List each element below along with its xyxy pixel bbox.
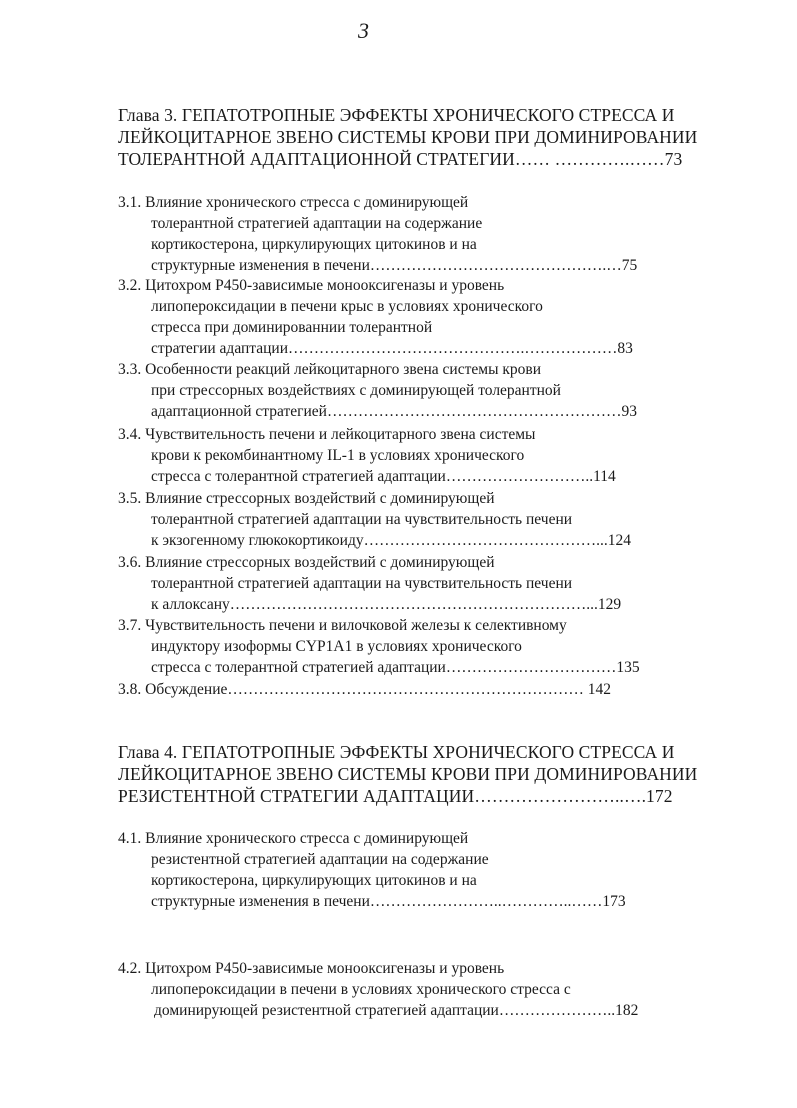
- toc-entry-3-8: [118, 679, 748, 700]
- toc-entry-3-4: [118, 424, 748, 487]
- toc-line: 3.2. Цитохром Р450-зависимые монооксигеназы и уровень: [118, 277, 505, 294]
- toc-line: структурные изменения в печени……………………………………….…75: [151, 257, 638, 274]
- chapter-4-heading-line: РЕЗИСТЕНТНОЙ СТРАТЕГИИ АДАПТАЦИИ……………………..….172: [118, 786, 673, 806]
- toc-entry-3-6: [118, 552, 748, 615]
- chapter-3-heading-line: ТОЛЕРАНТНОЙ АДАПТАЦИОННОЙ СТРАТЕГИИ…… ………….……73: [118, 149, 683, 169]
- toc-line: 4.1. Влияние хронического стресса с доминирующей: [118, 830, 469, 847]
- chapter-3-heading: [118, 104, 748, 170]
- toc-entry-4-2: [118, 958, 748, 1021]
- toc-entry-3-3: [118, 359, 748, 422]
- toc-line: адаптационной стратегией…………………………………………………93: [151, 403, 637, 420]
- chapter-3-heading-line: ЛЕЙКОЦИТАРНОЕ ЗВЕНО СИСТЕМЫ КРОВИ ПРИ ДОМИНИРОВАНИИ: [118, 127, 698, 147]
- toc-line: к экзогенному глюкокортикоиду………………………………………...124: [151, 532, 631, 549]
- toc-line: толерантной стратегией адаптации на содержание: [151, 215, 483, 232]
- toc-line: 4.2. Цитохром Р450-зависимые монооксигеназы и уровень: [118, 960, 505, 977]
- toc-line: 3.5. Влияние стрессорных воздействий с доминирующей: [118, 490, 495, 507]
- toc-line: структурные изменения в печени……………………..…………..……173: [151, 893, 626, 910]
- toc-line: липопероксидации в печени крыс в условиях хронического: [151, 298, 543, 315]
- toc-entry-3-7: [118, 615, 748, 678]
- toc-line: крови к рекомбинантному IL-1 в условиях хронического: [151, 447, 525, 464]
- toc-line: 3.3. Особенности реакций лейкоцитарного звена системы крови: [118, 361, 542, 378]
- toc-line: толерантной стратегией адаптации на чувствительность печени: [151, 511, 573, 528]
- toc-line: кортикостерона, циркулирующих цитокинов и на: [151, 236, 477, 253]
- toc-line: толерантной стратегией адаптации на чувствительность печени: [151, 575, 573, 592]
- toc-line: 3.7. Чувствительность печени и вилочковой железы к селективному: [118, 617, 567, 634]
- chapter-4-heading: [118, 741, 748, 807]
- toc-line: 3.1. Влияние хронического стресса с доминирующей: [118, 194, 469, 211]
- toc-entry-3-5: [118, 488, 748, 551]
- toc-line: кортикостерона, циркулирующих цитокинов и на: [151, 872, 477, 889]
- page-number: 3: [358, 18, 369, 43]
- chapter-3-heading-line: Глава 3. ГЕПАТОТРОПНЫЕ ЭФФЕКТЫ ХРОНИЧЕСКОГО СТРЕССА И: [118, 105, 675, 125]
- toc-line: к аллоксану……………………………………………………………...129: [151, 596, 622, 613]
- chapter-4-heading-line: ЛЕЙКОЦИТАРНОЕ ЗВЕНО СИСТЕМЫ КРОВИ ПРИ ДОМИНИРОВАНИИ: [118, 764, 698, 784]
- chapter-4-heading-line: Глава 4. ГЕПАТОТРОПНЫЕ ЭФФЕКТЫ ХРОНИЧЕСКОГО СТРЕССА И: [118, 742, 675, 762]
- toc-line: резистентной стратегией адаптации на содержание: [151, 851, 489, 868]
- toc-line: доминирующей резистентной стратегией адаптации…………………..182: [154, 1002, 639, 1019]
- toc-line: стресса при доминированнии толерантной: [151, 319, 433, 336]
- toc-line: при стрессорных воздействиях с доминирующей толерантной: [151, 382, 561, 399]
- toc-line: 3.8. Обсуждение…………………………………………………………… 142: [118, 681, 611, 698]
- toc-line: 3.6. Влияние стрессорных воздействий с доминирующей: [118, 554, 495, 571]
- toc-line: индуктору изоформы CYP1A1 в условиях хронического: [151, 638, 522, 655]
- toc-line: стресса с толерантной стратегией адаптации……………………………135: [151, 659, 640, 676]
- toc-line: 3.4. Чувствительность печени и лейкоцитарного звена системы: [118, 426, 536, 443]
- toc-line: стратегии адаптации……………………………………….………………83: [151, 340, 633, 357]
- toc-entry-3-2: [118, 275, 748, 359]
- toc-line: стресса с толерантной стратегией адаптации………………………..114: [151, 468, 616, 485]
- toc-line: липопероксидации в печени в условиях хронического стресса с: [151, 981, 571, 998]
- toc-entry-3-1: [118, 192, 748, 276]
- toc-entry-4-1: [118, 828, 748, 912]
